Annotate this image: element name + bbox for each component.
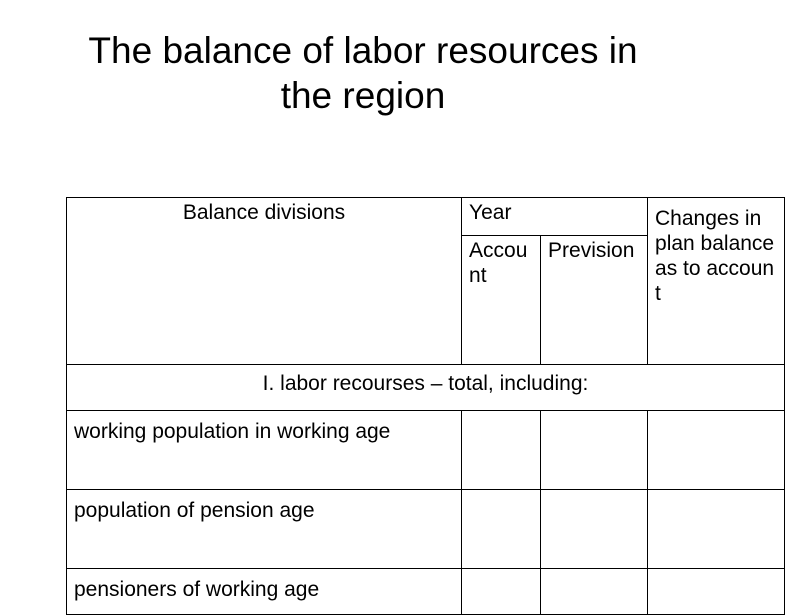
labor-balance-table [66, 197, 785, 615]
header-changes [648, 198, 785, 365]
header-year: Year [462, 198, 648, 236]
table-row [67, 411, 785, 490]
header-balance-divisions: Balance divisions [67, 198, 462, 365]
slide-title-line-2: the region [280, 75, 446, 116]
row-prevision-cell [541, 569, 648, 615]
row-account-cell [462, 569, 541, 615]
row-label: pensioners of working age [67, 569, 462, 615]
header-prevision: Prevision [541, 236, 648, 365]
section-row [67, 365, 785, 411]
row-changes-cell [648, 490, 785, 569]
row-changes-cell [648, 569, 785, 615]
row-prevision-cell [541, 411, 648, 490]
row-changes-cell [648, 411, 785, 490]
header-row-top [67, 198, 785, 236]
table-row [67, 490, 785, 569]
header-account: Account [462, 236, 541, 365]
row-label: working population in working age [67, 411, 462, 490]
slide-title [0, 28, 726, 118]
header-changes-text: Changes in plan balance as to account [655, 207, 775, 305]
table-row [67, 569, 785, 615]
row-account-cell [462, 490, 541, 569]
row-prevision-cell [541, 490, 648, 569]
row-account-cell [462, 411, 541, 490]
row-label: population of pension age [67, 490, 462, 569]
section-labor-resources: I. labor recourses – total, including: [67, 365, 785, 411]
slide-title-line-1: The balance of labor resources in [88, 30, 638, 71]
